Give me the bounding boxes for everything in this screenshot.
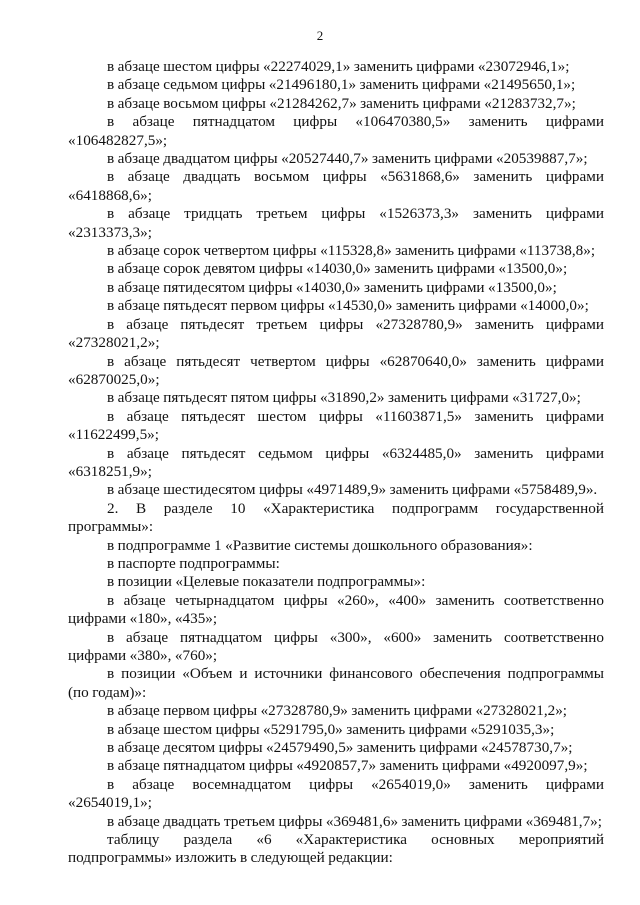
amendment-paragraph: в абзаце седьмом цифры «21496180,1» заменить цифрами «21495650,1»; xyxy=(107,76,576,94)
document-body xyxy=(68,58,604,868)
table-instruction-paragraph: таблицу раздела «6 «Характеристика основных мероприятий подпрограммы» изложить в следующей редакции: xyxy=(68,831,604,867)
amendment-paragraph: в абзаце первом цифры «27328780,9» заменить цифрами «27328021,2»; xyxy=(107,702,568,720)
amendment-paragraph: в абзаце пятидесятом цифры «14030,0» заменить цифрами «13500,0»; xyxy=(107,278,557,296)
amendment-paragraph: в абзаце пятнадцатом цифры «300», «600» заменить соответственно цифрами «380», «760»; xyxy=(68,628,604,664)
amendment-paragraph: в абзаце пятьдесят седьмом цифры «6324485,0» заменить цифрами «6318251,9»; xyxy=(68,444,604,480)
amendment-paragraph: в абзаце четырнадцатом цифры «260», «400» заменить соответственно цифрами «180», «435»; xyxy=(68,591,604,628)
amendment-paragraph: в абзаце пятнадцатом цифры «4920857,7» заменить цифрами «4920097,9»; xyxy=(107,757,588,775)
amendment-paragraph: в абзаце пятнадцатом цифры «106470380,5» заменить цифрами «106482827,5»; xyxy=(68,113,604,149)
amendment-paragraph: в абзаце восьмом цифры «21284262,7» заменить цифрами «21283732,7»; xyxy=(107,94,576,112)
amendment-paragraph: в абзаце шестом цифры «22274029,1» заменить цифрами «23072946,1»; xyxy=(107,58,570,75)
section-heading-paragraph: 2. В разделе 10 «Характеристика подпрограмм государственной программы»: xyxy=(68,499,604,536)
amendment-paragraph: в абзаце пятьдесят шестом цифры «11603871,5» заменить цифрами «11622499,5»; xyxy=(68,407,604,444)
amendment-paragraph: в абзаце тридцать третьем цифры «1526373,3» заменить цифрами «2313373,3»; xyxy=(68,205,604,241)
position-paragraph: в позиции «Объем и источники финансового обеспечения подпрограммы (по годам)»: xyxy=(68,665,604,701)
subprogram-paragraph: в подпрограмме 1 «Развитие системы дошкольного образования»: xyxy=(107,536,533,554)
position-paragraph: в позиции «Целевые показатели подпрограммы»: xyxy=(107,573,426,591)
amendment-paragraph: в абзаце восемнадцатом цифры «2654019,0» заменить цифрами «2654019,1»; xyxy=(68,775,604,812)
amendment-paragraph: в абзаце двадцатом цифры «20527440,7» заменить цифрами «20539887,7»; xyxy=(107,150,588,168)
amendment-paragraph: в абзаце пятьдесят пятом цифры «31890,2» заменить цифрами «31727,0»; xyxy=(107,389,581,407)
amendment-paragraph: в абзаце двадцать третьем цифры «369481,6» заменить цифрами «369481,7»; xyxy=(107,812,602,830)
amendment-paragraph: в абзаце сорок четвертом цифры «115328,8» заменить цифрами «113738,8»; xyxy=(107,242,596,260)
amendment-paragraph: в абзаце десятом цифры «24579490,5» заменить цифрами «24578730,7»; xyxy=(107,739,573,757)
page-number: 2 xyxy=(316,28,324,43)
amendment-paragraph: в абзаце сорок девятом цифры «14030,0» заменить цифрами «13500,0»; xyxy=(107,260,568,278)
amendment-paragraph: в абзаце двадцать восьмом цифры «5631868,6» заменить цифрами «6418868,6»; xyxy=(68,168,604,204)
amendment-paragraph: в абзаце пятьдесят четвертом цифры «62870640,0» заменить цифрами «62870025,0»; xyxy=(68,352,604,388)
passport-paragraph: в паспорте подпрограммы: xyxy=(107,554,280,572)
amendment-paragraph: в абзаце шестидесятом цифры «4971489,9» заменить цифрами «5758489,9». xyxy=(107,481,598,499)
amendment-paragraph: в абзаце шестом цифры «5291795,0» заменить цифрами «5291035,3»; xyxy=(107,720,555,738)
amendment-paragraph: в абзаце пятьдесят третьем цифры «27328780,9» заменить цифрами «27328021,2»; xyxy=(68,315,604,352)
amendment-paragraph: в абзаце пятьдесят первом цифры «14530,0» заменить цифрами «14000,0»; xyxy=(107,297,589,315)
